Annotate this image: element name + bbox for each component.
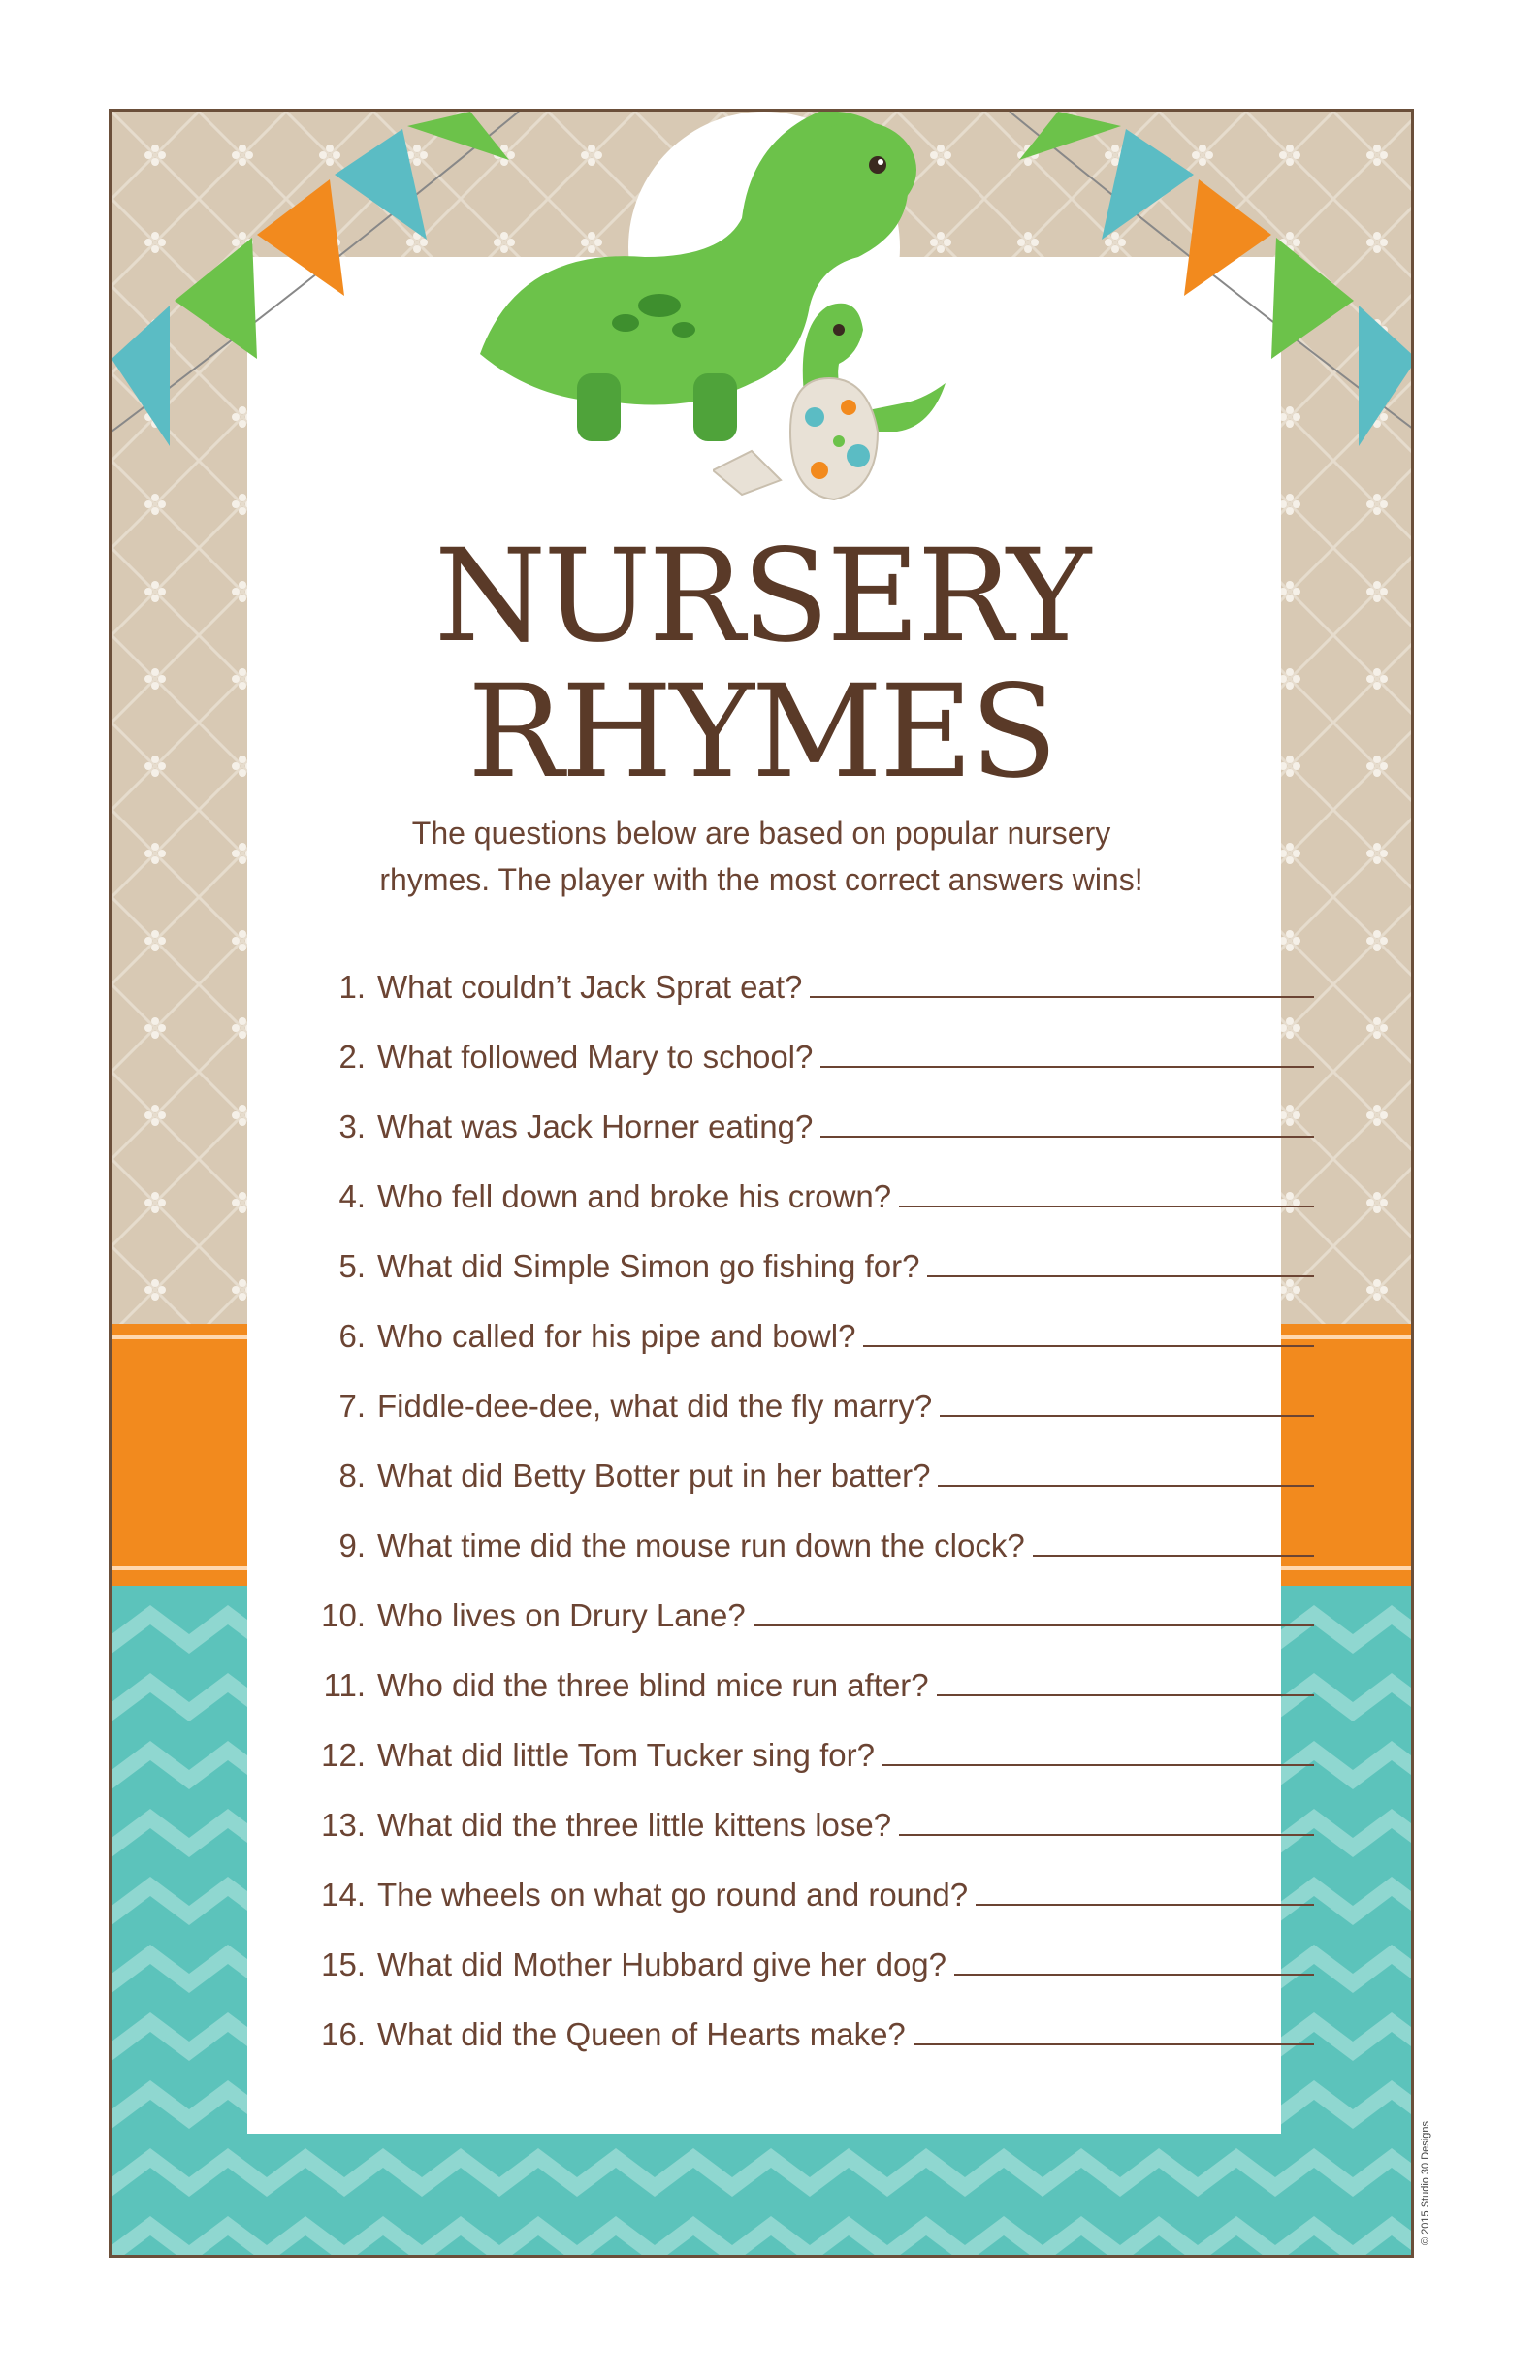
- baby-dinosaur-in-egg-icon: [713, 286, 965, 519]
- question-number: 7.: [338, 1388, 366, 1424]
- question-text: What did the three little kittens lose?: [377, 1807, 892, 1843]
- question-item: [296, 1076, 1314, 1145]
- copyright-text: © 2015 Studio 30 Designs: [1420, 2121, 1431, 2245]
- question-text: What followed Mary to school?: [377, 1039, 814, 1075]
- question-text: What did little Tom Tucker sing for?: [377, 1737, 875, 1773]
- question-text: Who called for his pipe and bowl?: [377, 1318, 856, 1354]
- question-text: The wheels on what go round and round?: [377, 1877, 969, 1913]
- question-number: 16.: [321, 2016, 366, 2052]
- question-item: [296, 1355, 1314, 1425]
- answer-line[interactable]: [899, 1834, 1314, 1836]
- question-text: Who fell down and broke his crown?: [377, 1178, 892, 1214]
- question-number: 9.: [338, 1528, 366, 1563]
- answer-line[interactable]: [940, 1415, 1314, 1417]
- question-text: What did the Queen of Hearts make?: [377, 2016, 906, 2052]
- question-item: [296, 1844, 1314, 1914]
- question-number: 4.: [338, 1178, 366, 1214]
- question-item: [296, 1006, 1314, 1076]
- question-item: [296, 1425, 1314, 1495]
- question-text: Who did the three blind mice run after?: [377, 1667, 929, 1703]
- answer-line[interactable]: [820, 1066, 1314, 1068]
- question-number: 6.: [338, 1318, 366, 1354]
- question-text: What did Mother Hubbard give her dog?: [377, 1946, 947, 1982]
- answer-line[interactable]: [899, 1206, 1314, 1207]
- answer-line[interactable]: [1033, 1555, 1314, 1557]
- question-number: 11.: [323, 1667, 366, 1703]
- question-item: [296, 1215, 1314, 1285]
- question-text: Fiddle-dee-dee, what did the fly marry?: [377, 1388, 933, 1424]
- intro-line-1: The questions below are based on popular nursery: [411, 816, 1111, 851]
- answer-line[interactable]: [863, 1345, 1314, 1347]
- answer-line[interactable]: [937, 1694, 1314, 1696]
- question-item: [296, 1634, 1314, 1704]
- question-text: Who lives on Drury Lane?: [377, 1597, 746, 1633]
- question-number: 12.: [321, 1737, 366, 1773]
- question-number: 15.: [321, 1946, 366, 1982]
- intro-text: [112, 810, 1411, 903]
- answer-line[interactable]: [820, 1136, 1314, 1138]
- answer-line[interactable]: [976, 1904, 1314, 1906]
- question-item: [296, 1914, 1314, 1983]
- question-number: 1.: [338, 969, 366, 1005]
- question-number: 2.: [338, 1039, 366, 1075]
- question-text: What did Simple Simon go fishing for?: [377, 1248, 920, 1284]
- question-number: 10.: [321, 1597, 366, 1633]
- question-item: [296, 1983, 1314, 2053]
- page-title-line1: NURSERY: [433, 522, 1089, 671]
- question-item: [296, 1145, 1314, 1215]
- question-text: What was Jack Horner eating?: [377, 1109, 814, 1144]
- question-number: 3.: [338, 1109, 366, 1144]
- answer-line[interactable]: [938, 1485, 1314, 1487]
- question-item: [296, 1564, 1314, 1634]
- invitation-card: [109, 109, 1414, 2258]
- answer-line[interactable]: [810, 996, 1314, 998]
- question-number: 13.: [321, 1807, 366, 1843]
- question-text: What time did the mouse run down the clock?: [377, 1528, 1025, 1563]
- question-text: What did Betty Botter put in her batter?: [377, 1458, 931, 1494]
- question-item: [296, 1704, 1314, 1774]
- question-number: 5.: [338, 1248, 366, 1284]
- question-item: [296, 936, 1314, 1006]
- answer-line[interactable]: [927, 1275, 1314, 1277]
- question-number: 14.: [321, 1877, 366, 1913]
- answer-line[interactable]: [754, 1624, 1314, 1626]
- question-number: 8.: [338, 1458, 366, 1494]
- answer-line[interactable]: [914, 2043, 1314, 2045]
- intro-line-2: rhymes. The player with the most correct answers wins!: [379, 862, 1143, 897]
- page-title-line2: RHYMES: [467, 658, 1055, 807]
- question-item: [296, 1495, 1314, 1564]
- answer-line[interactable]: [882, 1764, 1314, 1766]
- answer-line[interactable]: [954, 1974, 1314, 1976]
- question-list: [296, 936, 1314, 2053]
- question-item: [296, 1285, 1314, 1355]
- question-text: What couldn’t Jack Sprat eat?: [377, 969, 803, 1005]
- question-item: [296, 1774, 1314, 1844]
